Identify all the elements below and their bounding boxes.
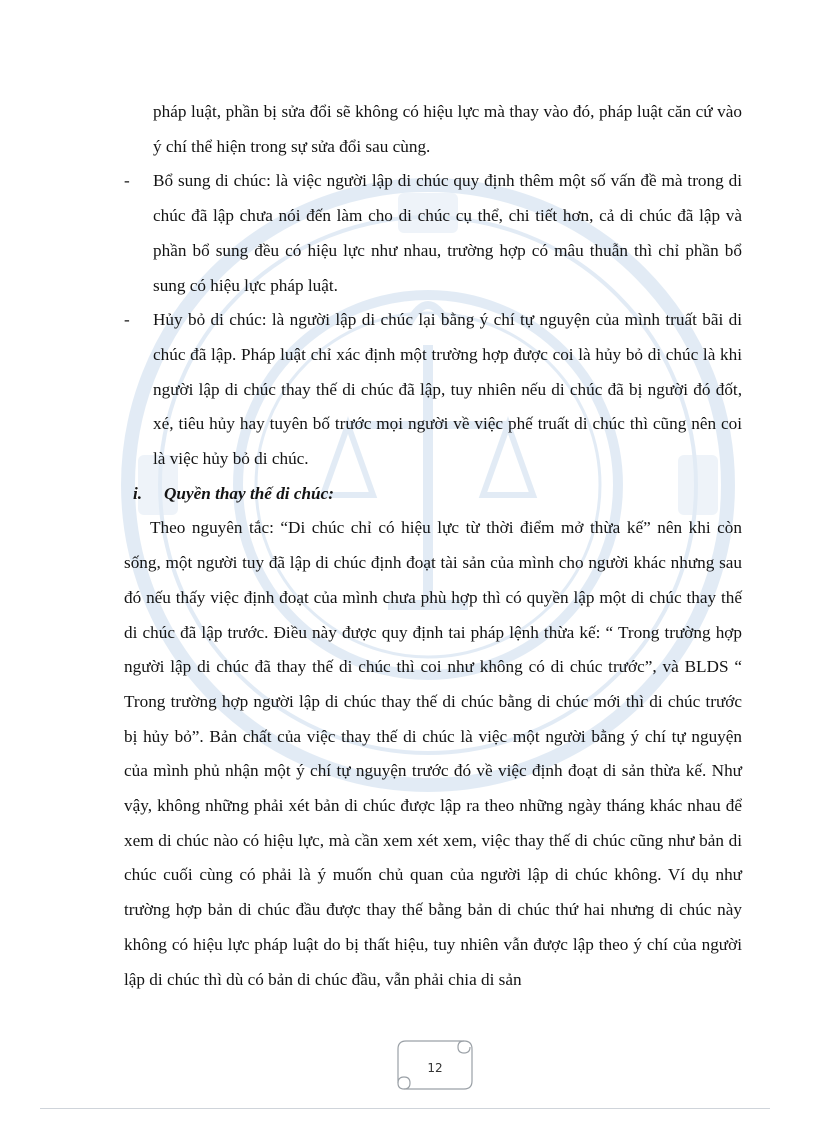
section-heading [124, 477, 742, 512]
bullet-item-huy-bo [124, 303, 742, 477]
section-number: i. [133, 483, 143, 503]
bullet-text: Bổ sung di chúc: là việc người lập di chúc quy định thêm một số vấn đề mà trong di chúc đã lập chưa nói đến làm cho di chúc cụ thể, chi tiết hơn, cả di chúc đã lập và phần bổ sung đều có hiệu lực như nhau, trường hợp có mâu thuẫn thì chỉ phần bổ sung có hiệu lực pháp luật. [153, 171, 742, 295]
bullet-dash: - [124, 171, 130, 191]
document-page [124, 95, 742, 997]
bullet-dash: - [124, 310, 130, 330]
body-paragraph: Theo nguyên tắc: “Di chúc chỉ có hiệu lực từ thời điểm mở thừa kế” nên khi còn sống, một người tuy đã lập di chúc định đoạt tài sản của mình cho người khác nhưng sau đó nếu thấy việc định đoạt của mình chưa phù hợp thì có quyền lập một di chúc thay thế di chúc đã lập trước. Điều này được quy định tai pháp lệnh thừa kế: “ Trong trường hợp người lập di chúc đã thay thế di chúc thì coi như không có di chúc trước”, và BLDS “ Trong trường hợp người lập di chúc thay thế di chúc bằng di chúc mới thì di chúc trước bị hủy bỏ”. Bản chất của việc thay thế di chúc là việc một người bằng ý chí tự nguyện của mình phủ nhận một ý chí tự nguyện trước đó về việc định đoạt di sản thừa kế. Như vậy, không những phải xét bản di chúc được lập ra theo những ngày tháng khác nhau để xem di chúc nào có hiệu lực, mà cần xem xét xem, việc thay thế di chúc cũng như bản di chúc cuối cùng có phải là ý muốn chủ quan của người lập di chúc không. Ví dụ như trường hợp bản di chúc đầu được thay thế bằng bản di chúc thứ hai nhưng di chúc này không có hiệu lực pháp luật do bị thất hiệu, tuy nhiên vẫn được lập theo ý chí của người lập di chúc thì dù có bản di chúc đầu, vẫn phải chia di sản [124, 518, 742, 989]
bullet-text: Hủy bỏ di chúc: là người lập di chúc lại bằng ý chí tự nguyện của mình truất bãi di chúc đã lập. Pháp luật chỉ xác định một trường hợp được coi là hủy bỏ di chúc là khi người lập di chúc thay thế di chúc đã lập, tuy nhiên nếu di chúc đã bị người đó đốt, xé, tiêu hủy hay tuyên bố trước mọi người về việc phế truất di chúc thì cũng nên coi là việc hủy bỏ di chúc. [153, 310, 742, 469]
bullet-item-bo-sung [124, 164, 742, 303]
footer-divider [40, 1108, 770, 1109]
page-number: 12 [427, 1061, 443, 1075]
section-title: Quyền thay thế di chúc: [164, 483, 334, 503]
continuation-paragraph: pháp luật, phần bị sửa đổi sẽ không có hiệu lực mà thay vào đó, pháp luật căn cứ vào ý chí thể hiện trong sự sửa đổi sau cùng. [153, 102, 742, 156]
